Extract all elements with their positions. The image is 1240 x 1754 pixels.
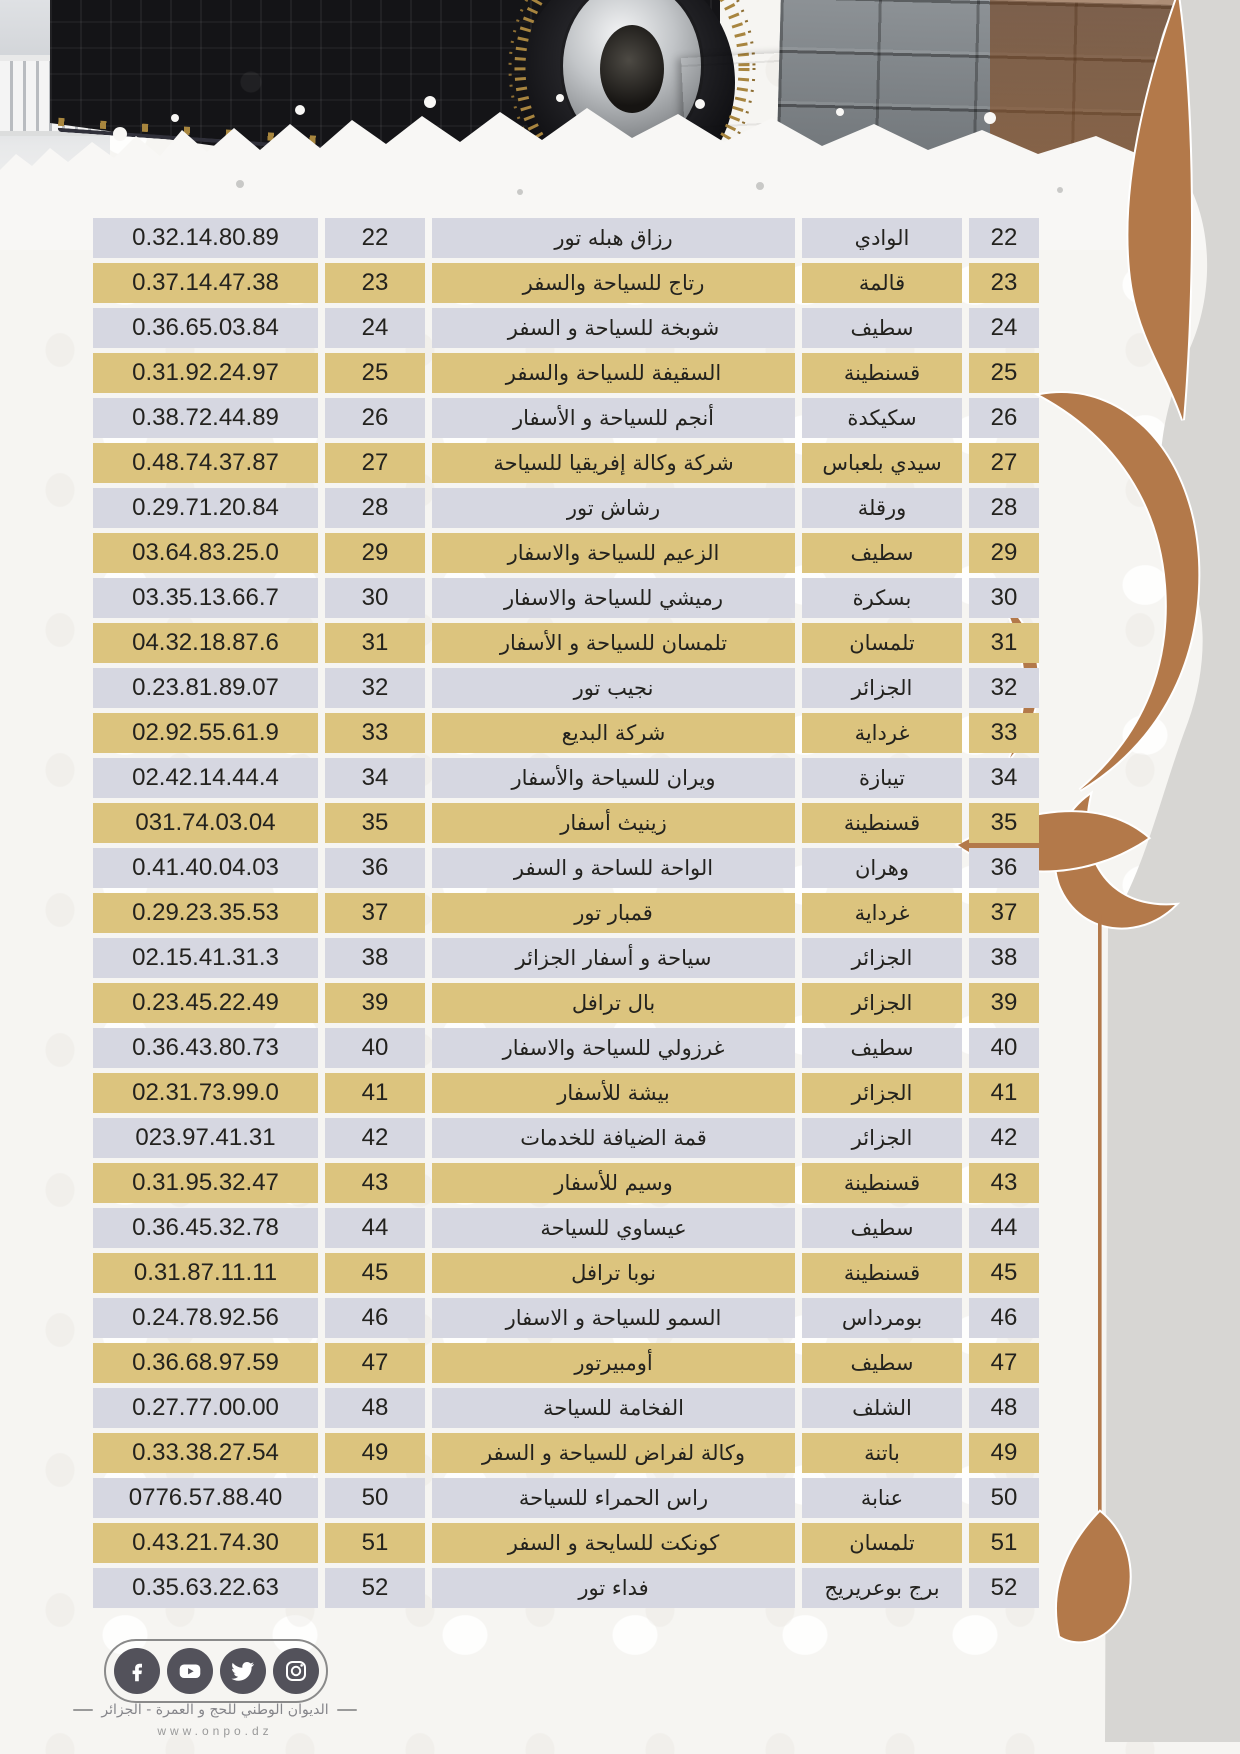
row-number-cell: 39 <box>325 983 425 1023</box>
city-cell: قسنطينة <box>802 1163 962 1203</box>
city-cell: بسكرة <box>802 578 962 618</box>
agency-name-cell: الواحة للساحة و السفر <box>432 848 795 888</box>
city-cell: تلمسان <box>802 623 962 663</box>
phone-cell: 03.64.83.25.0 <box>93 533 318 573</box>
agency-name-cell: السقيفة للسياحة والسفر <box>432 353 795 393</box>
row-number-right-cell: 51 <box>969 1523 1039 1563</box>
row-number-right-cell: 42 <box>969 1118 1039 1158</box>
agencies-table <box>93 218 1039 1608</box>
agency-name-cell: أومبيرتور <box>432 1343 795 1383</box>
agency-name-cell: بيشة للأسفار <box>432 1073 795 1113</box>
row-number-cell: 22 <box>325 218 425 258</box>
row-number-cell: 25 <box>325 353 425 393</box>
row-number-cell: 32 <box>325 668 425 708</box>
row-number-cell: 28 <box>325 488 425 528</box>
row-number-right-cell: 35 <box>969 803 1039 843</box>
caption-dash-right <box>73 1709 93 1711</box>
city-cell: الشلف <box>802 1388 962 1428</box>
phone-cell: 031.74.03.04 <box>93 803 318 843</box>
phone-cell: 02.42.14.44.4 <box>93 758 318 798</box>
agency-name-cell: السمو للسياحة و الاسفار <box>432 1298 795 1338</box>
row-number-cell: 41 <box>325 1073 425 1113</box>
phone-cell: 0.36.65.03.84 <box>93 308 318 348</box>
phone-cell: 0.36.68.97.59 <box>93 1343 318 1383</box>
row-number-right-cell: 43 <box>969 1163 1039 1203</box>
city-cell: الوادي <box>802 218 962 258</box>
row-number-right-cell: 29 <box>969 533 1039 573</box>
phone-cell: 0.43.21.74.30 <box>93 1523 318 1563</box>
row-number-cell: 52 <box>325 1568 425 1608</box>
row-number-right-cell: 49 <box>969 1433 1039 1473</box>
agency-name-cell: نوبا ترافل <box>432 1253 795 1293</box>
row-number-cell: 45 <box>325 1253 425 1293</box>
city-cell: الجزائر <box>802 1118 962 1158</box>
row-number-cell: 23 <box>325 263 425 303</box>
row-number-right-cell: 38 <box>969 938 1039 978</box>
city-cell: قالمة <box>802 263 962 303</box>
agency-name-cell: سياحة و أسفار الجزائر <box>432 938 795 978</box>
city-cell: وهران <box>802 848 962 888</box>
city-cell: تيبازة <box>802 758 962 798</box>
caption-dash-left <box>337 1709 357 1711</box>
agency-name-cell: رتاج للسياحة والسفر <box>432 263 795 303</box>
row-number-cell: 51 <box>325 1523 425 1563</box>
row-number-right-cell: 47 <box>969 1343 1039 1383</box>
phone-cell: 04.32.18.87.6 <box>93 623 318 663</box>
phone-cell: 0.29.23.35.53 <box>93 893 318 933</box>
phone-cell: 02.92.55.61.9 <box>93 713 318 753</box>
phone-cell: 0.36.45.32.78 <box>93 1208 318 1248</box>
row-number-cell: 29 <box>325 533 425 573</box>
row-number-cell: 36 <box>325 848 425 888</box>
agency-name-cell: تلمسان للسياحة و الأسفار <box>432 623 795 663</box>
city-cell: الجزائر <box>802 938 962 978</box>
row-number-right-cell: 33 <box>969 713 1039 753</box>
agency-name-cell: أنجم للسياحة و الأسفار <box>432 398 795 438</box>
phone-cell: 0.27.77.00.00 <box>93 1388 318 1428</box>
row-number-cell: 42 <box>325 1118 425 1158</box>
row-number-right-cell: 41 <box>969 1073 1039 1113</box>
city-cell: الجزائر <box>802 983 962 1023</box>
agency-name-cell: رزاق هبله تور <box>432 218 795 258</box>
city-cell: سيدي بلعباس <box>802 443 962 483</box>
row-number-right-cell: 25 <box>969 353 1039 393</box>
row-number-cell: 46 <box>325 1298 425 1338</box>
phone-cell: 03.35.13.66.7 <box>93 578 318 618</box>
row-number-cell: 31 <box>325 623 425 663</box>
row-number-right-cell: 36 <box>969 848 1039 888</box>
row-number-right-cell: 32 <box>969 668 1039 708</box>
city-cell: قسنطينة <box>802 353 962 393</box>
agency-name-cell: قمبار تور <box>432 893 795 933</box>
row-number-right-cell: 44 <box>969 1208 1039 1248</box>
city-cell: ورقلة <box>802 488 962 528</box>
agency-name-cell: الفخامة للسياحة <box>432 1388 795 1428</box>
phone-cell: 0.23.81.89.07 <box>93 668 318 708</box>
phone-cell: 0.32.14.80.89 <box>93 218 318 258</box>
agency-name-cell: قمة الضيافة للخدمات <box>432 1118 795 1158</box>
city-cell: سطيف <box>802 1343 962 1383</box>
row-number-cell: 47 <box>325 1343 425 1383</box>
city-cell: سكيكدة <box>802 398 962 438</box>
row-number-right-cell: 27 <box>969 443 1039 483</box>
phone-cell: 0.38.72.44.89 <box>93 398 318 438</box>
city-cell: سطيف <box>802 308 962 348</box>
row-number-cell: 37 <box>325 893 425 933</box>
row-number-right-cell: 40 <box>969 1028 1039 1068</box>
city-cell: باتنة <box>802 1433 962 1473</box>
row-number-cell: 30 <box>325 578 425 618</box>
phone-cell: 0.29.71.20.84 <box>93 488 318 528</box>
row-number-right-cell: 52 <box>969 1568 1039 1608</box>
row-number-right-cell: 39 <box>969 983 1039 1023</box>
row-number-right-cell: 24 <box>969 308 1039 348</box>
agency-name-cell: رميشي للسياحة والاسفار <box>432 578 795 618</box>
agency-name-cell: كونكت للسايحة و السفر <box>432 1523 795 1563</box>
phone-cell: 0.41.40.04.03 <box>93 848 318 888</box>
row-number-cell: 40 <box>325 1028 425 1068</box>
agency-name-cell: زينيث أسفار <box>432 803 795 843</box>
row-number-cell: 50 <box>325 1478 425 1518</box>
row-number-cell: 35 <box>325 803 425 843</box>
calligraphy-vertical-line <box>1098 915 1102 1515</box>
agency-name-cell: وسيم للأسفار <box>432 1163 795 1203</box>
city-cell: برج بوعريريج <box>802 1568 962 1608</box>
agency-name-cell: وكالة لفراض للسياحة و السفر <box>432 1433 795 1473</box>
phone-cell: 0.23.45.22.49 <box>93 983 318 1023</box>
youtube-icon[interactable] <box>167 1648 213 1694</box>
agency-name-cell: نجيب تور <box>432 668 795 708</box>
row-number-right-cell: 23 <box>969 263 1039 303</box>
agency-name-cell: رشاش تور <box>432 488 795 528</box>
agency-name-cell: شركة وكالة إفريقيا للسياحة <box>432 443 795 483</box>
agency-name-cell: شركة البديع <box>432 713 795 753</box>
phone-cell: 02.31.73.99.0 <box>93 1073 318 1113</box>
row-number-right-cell: 50 <box>969 1478 1039 1518</box>
phone-cell: 02.15.41.31.3 <box>93 938 318 978</box>
org-name-label: الديوان الوطني للحج و العمرة - الجزائر <box>101 1702 329 1718</box>
phone-cell: 0.33.38.27.54 <box>93 1433 318 1473</box>
phone-cell: 0.31.87.11.11 <box>93 1253 318 1293</box>
city-cell: غرداية <box>802 713 962 753</box>
phone-cell: 0.48.74.37.87 <box>93 443 318 483</box>
city-cell: الجزائر <box>802 668 962 708</box>
row-number-cell: 26 <box>325 398 425 438</box>
phone-cell: 0.37.14.47.38 <box>93 263 318 303</box>
city-cell: عنابة <box>802 1478 962 1518</box>
agency-name-cell: الزعيم للسياحة والاسفار <box>432 533 795 573</box>
row-number-cell: 48 <box>325 1388 425 1428</box>
row-number-cell: 43 <box>325 1163 425 1203</box>
city-cell: سطيف <box>802 533 962 573</box>
social-badge <box>104 1639 328 1703</box>
row-number-cell: 24 <box>325 308 425 348</box>
phone-cell: 0.36.43.80.73 <box>93 1028 318 1068</box>
row-number-right-cell: 34 <box>969 758 1039 798</box>
phone-cell: 0.31.92.24.97 <box>93 353 318 393</box>
city-cell: سطيف <box>802 1208 962 1248</box>
website-url: www.onpo.dz <box>157 1724 273 1738</box>
row-number-cell: 33 <box>325 713 425 753</box>
row-number-cell: 27 <box>325 443 425 483</box>
city-cell: الجزائر <box>802 1073 962 1113</box>
instagram-icon[interactable] <box>273 1648 319 1694</box>
facebook-icon[interactable] <box>114 1648 160 1694</box>
city-cell: قسنطينة <box>802 803 962 843</box>
row-number-right-cell: 37 <box>969 893 1039 933</box>
row-number-right-cell: 28 <box>969 488 1039 528</box>
agency-name-cell: شوبخة للسياحة و السفر <box>432 308 795 348</box>
city-cell: سطيف <box>802 1028 962 1068</box>
agency-name-cell: ويران للسياحة والأسفار <box>432 758 795 798</box>
row-number-cell: 34 <box>325 758 425 798</box>
row-number-cell: 44 <box>325 1208 425 1248</box>
phone-cell: 023.97.41.31 <box>93 1118 318 1158</box>
row-number-right-cell: 46 <box>969 1298 1039 1338</box>
city-cell: غرداية <box>802 893 962 933</box>
row-number-cell: 49 <box>325 1433 425 1473</box>
org-name <box>70 1702 360 1718</box>
twitter-icon[interactable] <box>220 1648 266 1694</box>
row-number-right-cell: 48 <box>969 1388 1039 1428</box>
row-number-right-cell: 22 <box>969 218 1039 258</box>
agency-name-cell: بال ترافل <box>432 983 795 1023</box>
agency-name-cell: فداء تور <box>432 1568 795 1608</box>
row-number-cell: 38 <box>325 938 425 978</box>
agency-name-cell: عيساوي للسياحة <box>432 1208 795 1248</box>
phone-cell: 0.35.63.22.63 <box>93 1568 318 1608</box>
agency-name-cell: راس الحمراء للسياحة <box>432 1478 795 1518</box>
city-cell: بومرداس <box>802 1298 962 1338</box>
row-number-right-cell: 30 <box>969 578 1039 618</box>
agency-name-cell: غرزولي للسياحة والاسفار <box>432 1028 795 1068</box>
phone-cell: 0.31.95.32.47 <box>93 1163 318 1203</box>
phone-cell: 0776.57.88.40 <box>93 1478 318 1518</box>
row-number-right-cell: 31 <box>969 623 1039 663</box>
city-cell: تلمسان <box>802 1523 962 1563</box>
row-number-right-cell: 26 <box>969 398 1039 438</box>
row-number-right-cell: 45 <box>969 1253 1039 1293</box>
phone-cell: 0.24.78.92.56 <box>93 1298 318 1338</box>
city-cell: قسنطينة <box>802 1253 962 1293</box>
